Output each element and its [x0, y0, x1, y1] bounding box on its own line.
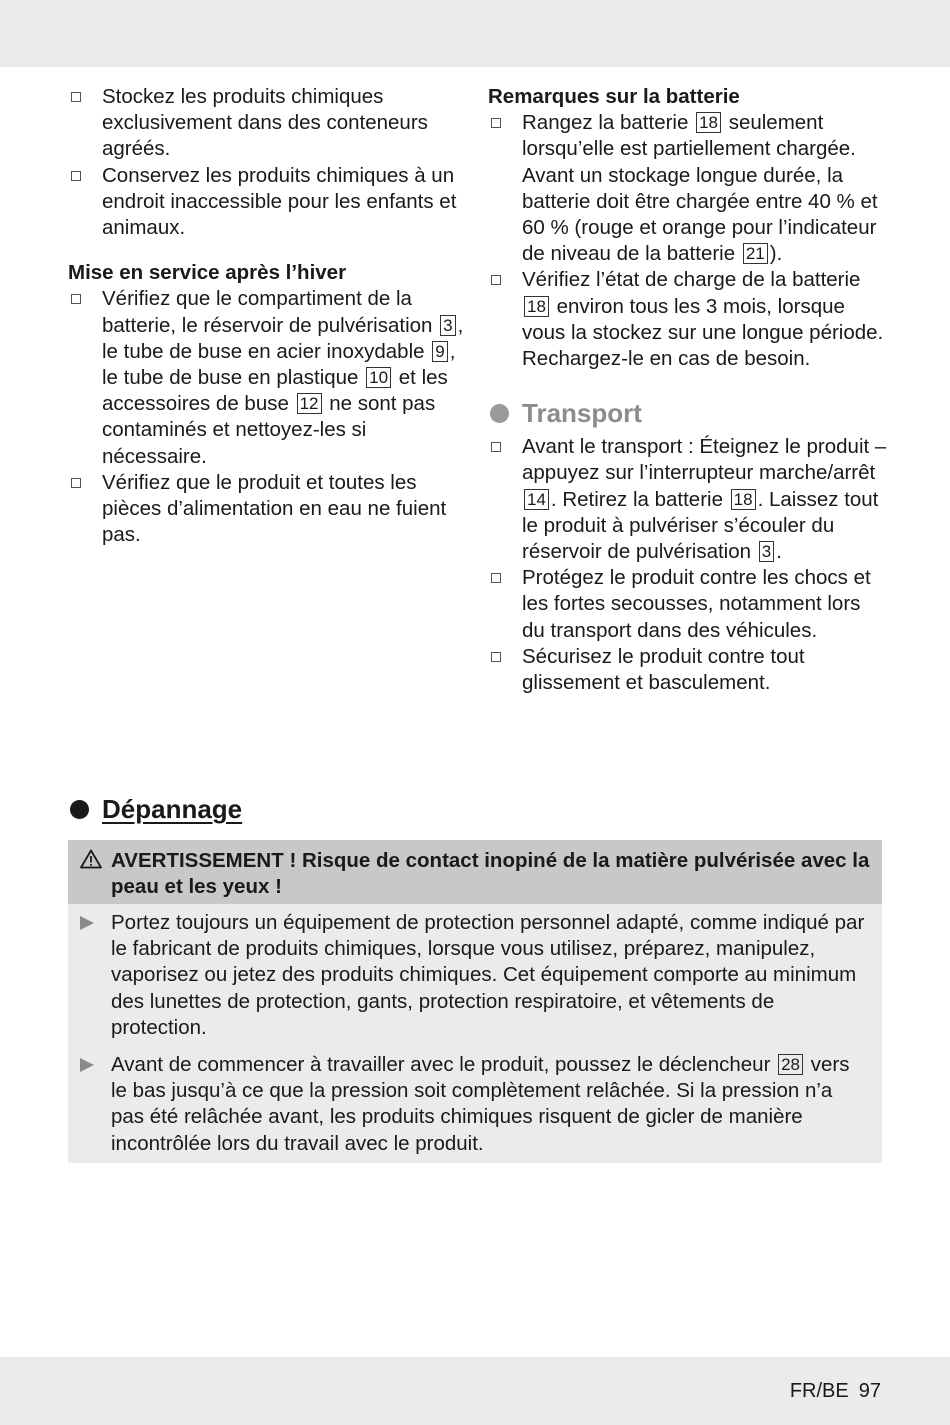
- list-item: [68, 84, 468, 163]
- chemical-storage-list: [68, 84, 468, 241]
- list-item-text: Vérifiez que le compartiment de la batterie, le réservoir de pulvérisation 3 , le tube de buse en acier inoxydable 9 , le tube de buse en plastique 10 et les accessoires de buse 12 ne sont pas contaminés et nettoyez-les si nécessaire.: [102, 287, 464, 468]
- battery-list: [488, 110, 888, 372]
- arrow-right-icon: [80, 916, 94, 930]
- list-item: [488, 110, 888, 267]
- warning-item-text: Portez toujours un équipement de protection personnel adapté, comme indiqué par le fabricant de produits chimiques, lorsque vous utilisez, préparez, manipulez, vaporisez ou jetez des produits chimiques. Cet équipement comporte au minimum des lunettes de protection, gants, protection respiratoire, et vêtements de protection.: [111, 911, 865, 1039]
- bullet-dot-icon: [490, 404, 509, 423]
- part-reference-number: 9: [432, 341, 447, 362]
- list-item-text: Avant le transport : Éteignez le produit – appuyez sur l’interrupteur marche/arrêt 14 . Retirez la batterie 18 . Laissez tout le produit à pulvériser s’écouler du réservoir de pulvérisation 3 .: [522, 435, 887, 564]
- checkbox-square-icon: [491, 652, 501, 662]
- part-reference-number: 18: [731, 489, 756, 510]
- list-item-text: Sécurisez le produit contre tout glissement et basculement.: [522, 644, 805, 695]
- checkbox-square-icon: [491, 275, 501, 285]
- list-item-text: Vérifiez que le produit et toutes les pièces d’alimentation en eau ne fuient pas.: [102, 470, 447, 547]
- warning-item: [68, 1052, 882, 1157]
- transport-heading-text: Transport: [522, 398, 642, 429]
- arrow-right-icon: [80, 1058, 94, 1072]
- list-item: [488, 565, 888, 644]
- part-reference-number: 18: [696, 112, 721, 133]
- checkbox-square-icon: [71, 294, 81, 304]
- list-item-text: Stockez les produits chimiques exclusivement dans des conteneurs agréés.: [102, 85, 428, 161]
- part-reference-number: 10: [366, 367, 391, 388]
- checkbox-square-icon: [71, 478, 81, 488]
- list-item-text: Protégez le produit contre les chocs et les fortes secousses, notamment lors du transport dans des véhicules.: [522, 566, 871, 642]
- list-item: [488, 644, 888, 696]
- warning-item: [68, 910, 882, 1041]
- bullet-dot-icon: [70, 800, 89, 819]
- part-reference-number: 12: [297, 393, 322, 414]
- part-reference-number: 3: [759, 541, 774, 562]
- part-reference-number: 14: [524, 489, 549, 510]
- transport-list: [488, 434, 888, 696]
- part-reference-number: 3: [440, 315, 455, 336]
- list-item: [68, 163, 468, 242]
- depannage-heading: [68, 794, 242, 824]
- list-item-text: Conservez les produits chimiques à un endroit inaccessible pour les enfants et animaux.: [102, 163, 457, 240]
- transport-heading: [488, 398, 888, 428]
- page-header-bar: [0, 0, 950, 67]
- list-item-text: Vérifiez l’état de charge de la batterie 18 environ tous les 3 mois, lorsque vous la stockez sur une longue période. Rechargez-le en cas de besoin.: [522, 268, 884, 371]
- winter-list: [68, 286, 468, 548]
- depannage-heading-text: Dépannage: [102, 794, 243, 824]
- list-item-text: Rangez la batterie 18 seulement lorsqu’elle est partiellement chargée. Avant un stockage longue durée, la batterie doit être chargée entre 40 % et 60 % (rouge et orange pour l’indicateur de niveau de la batterie 21 ).: [522, 111, 878, 266]
- page-number: 97: [858, 1380, 881, 1402]
- part-reference-number: 21: [743, 243, 768, 264]
- warning-box: [68, 840, 882, 1163]
- checkbox-square-icon: [491, 442, 501, 452]
- list-item: [488, 434, 888, 565]
- list-item: [68, 470, 468, 549]
- right-column: [488, 84, 888, 696]
- warning-header: [68, 840, 882, 904]
- part-reference-number: 18: [524, 296, 549, 317]
- footer-locale: FR/BE: [789, 1380, 849, 1402]
- winter-heading: Mise en service après l’hiver: [68, 261, 347, 285]
- list-item: [488, 267, 888, 372]
- checkbox-square-icon: [491, 573, 501, 583]
- checkbox-square-icon: [491, 118, 501, 128]
- part-reference-number: 28: [778, 1054, 803, 1075]
- left-column: [68, 84, 468, 548]
- list-item: [68, 286, 468, 469]
- warning-item-text: Avant de commencer à travailler avec le produit, poussez le déclencheur 28 vers le bas jusqu’à ce que la pression soit complètement relâchée. Si la pression n’a pas été relâchée avant, les produits chimiques risquent de gicler de manière incontrôlée lors du travail avec le produit.: [111, 1053, 850, 1155]
- warning-triangle-icon: [80, 849, 102, 869]
- page-footer: [790, 1380, 881, 1403]
- checkbox-square-icon: [71, 171, 81, 181]
- warning-title: AVERTISSEMENT ! Risque de contact inopiné de la matière pulvérisée avec la peau et les yeux !: [111, 849, 870, 899]
- checkbox-square-icon: [71, 92, 81, 102]
- battery-heading: Remarques sur la batterie: [488, 85, 740, 108]
